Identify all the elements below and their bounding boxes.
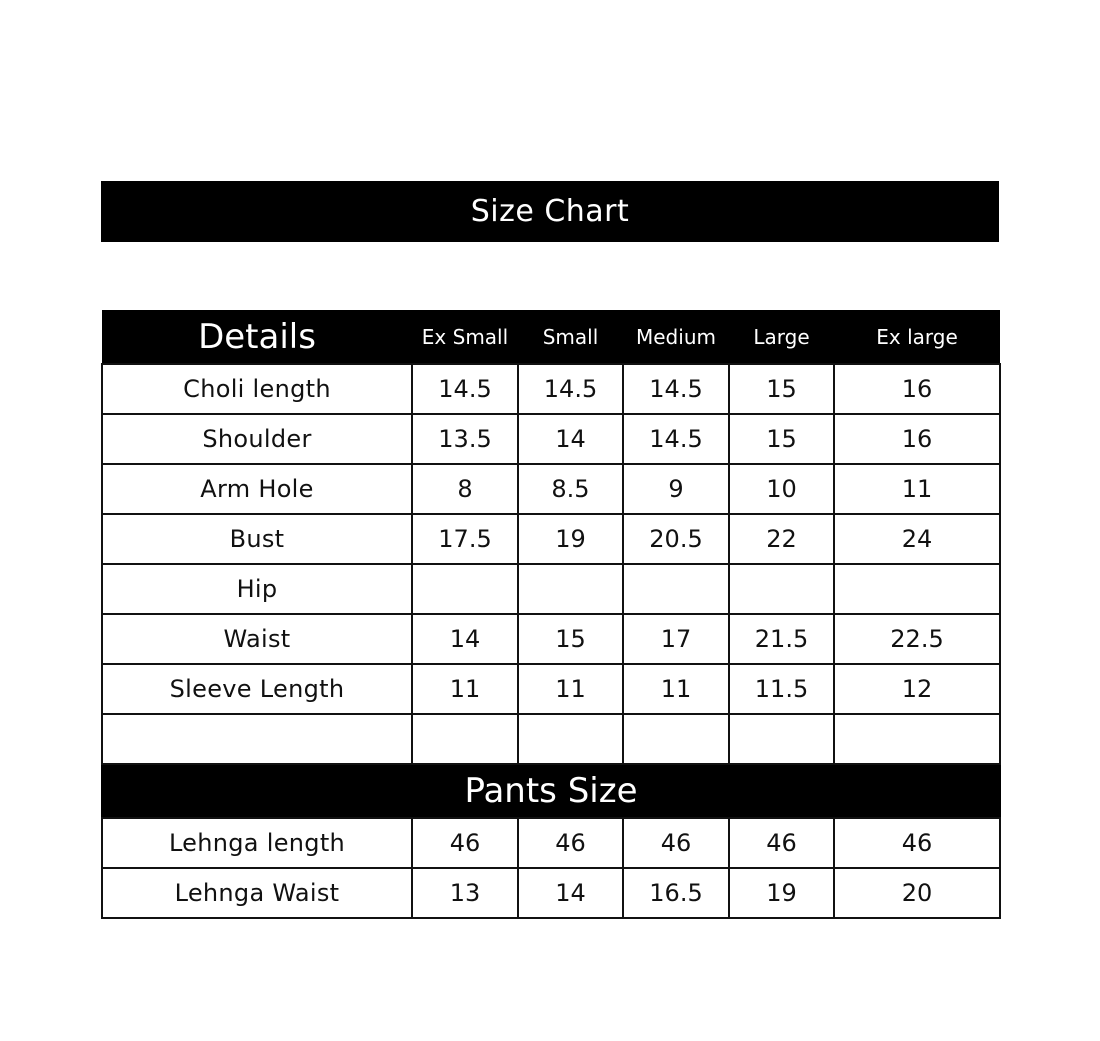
row-label: Hip [102, 564, 412, 614]
table-cell: 46 [623, 818, 729, 868]
table-cell: 13.5 [412, 414, 518, 464]
table-cell [729, 564, 834, 614]
table-cell: 14 [518, 414, 623, 464]
table-cell: 19 [518, 514, 623, 564]
table-cell: 19 [729, 868, 834, 918]
table-row-arm-hole [102, 464, 1000, 514]
row-label: Arm Hole [102, 464, 412, 514]
table-cell [834, 714, 1000, 764]
details-header: Details [102, 310, 412, 364]
row-label: Bust [102, 514, 412, 564]
table-cell: 24 [834, 514, 1000, 564]
table-cell: 20 [834, 868, 1000, 918]
size-chart-table [101, 310, 1001, 919]
table-cell: 17.5 [412, 514, 518, 564]
table-row-sleeve-length [102, 664, 1000, 714]
table-cell: 12 [834, 664, 1000, 714]
size-chart-title: Size Chart [470, 194, 630, 229]
table-cell [623, 564, 729, 614]
table-cell: 22.5 [834, 614, 1000, 664]
table-cell [518, 564, 623, 614]
table-cell: 15 [729, 414, 834, 464]
row-label: Choli length [102, 364, 412, 414]
size-header-large: Large [729, 310, 834, 364]
table-cell: 10 [729, 464, 834, 514]
table-cell: 11.5 [729, 664, 834, 714]
table-row-choli-length [102, 364, 1000, 414]
table-cell: 14 [518, 868, 623, 918]
table-cell: 16 [834, 364, 1000, 414]
table-row-waist [102, 614, 1000, 664]
table-row-shoulder [102, 414, 1000, 464]
table-row-bust [102, 514, 1000, 564]
table-cell: 17 [623, 614, 729, 664]
size-header-small: Small [518, 310, 623, 364]
table-cell: 15 [729, 364, 834, 414]
table-cell: 14.5 [412, 364, 518, 414]
table-cell [412, 714, 518, 764]
table-cell [834, 564, 1000, 614]
table-cell: 16 [834, 414, 1000, 464]
table-cell: 22 [729, 514, 834, 564]
table-cell: 15 [518, 614, 623, 664]
table-cell: 46 [834, 818, 1000, 868]
row-label: Waist [102, 614, 412, 664]
table-cell [729, 714, 834, 764]
size-header-ex-large: Ex large [834, 310, 1000, 364]
table-cell: 16.5 [623, 868, 729, 918]
table-cell [412, 564, 518, 614]
table-cell: 8 [412, 464, 518, 514]
pants-size-section-row [102, 764, 1000, 818]
row-label: Sleeve Length [102, 664, 412, 714]
table-cell: 11 [518, 664, 623, 714]
row-label: Lehnga length [102, 818, 412, 868]
table-cell: 46 [518, 818, 623, 868]
table-cell: 11 [834, 464, 1000, 514]
table-cell: 46 [412, 818, 518, 868]
table-cell: 14.5 [623, 414, 729, 464]
table-row-hip [102, 564, 1000, 614]
table-cell [518, 714, 623, 764]
row-label: Shoulder [102, 414, 412, 464]
table-cell: 8.5 [518, 464, 623, 514]
table-cell: 14 [412, 614, 518, 664]
table-cell: 14.5 [518, 364, 623, 414]
table-cell: 9 [623, 464, 729, 514]
table-cell: 13 [412, 868, 518, 918]
size-chart-title-bar [101, 181, 999, 242]
table-cell: 11 [412, 664, 518, 714]
table-cell: 46 [729, 818, 834, 868]
table-header-row [102, 310, 1000, 364]
size-header-medium: Medium [623, 310, 729, 364]
row-label [102, 714, 412, 764]
table-cell: 11 [623, 664, 729, 714]
table-row-empty [102, 714, 1000, 764]
table-cell [623, 714, 729, 764]
table-row-lehnga-length [102, 818, 1000, 868]
table-cell: 14.5 [623, 364, 729, 414]
table-cell: 21.5 [729, 614, 834, 664]
pants-size-heading: Pants Size [102, 764, 1000, 818]
table-cell: 20.5 [623, 514, 729, 564]
size-header-ex-small: Ex Small [412, 310, 518, 364]
table-row-lehnga-waist [102, 868, 1000, 918]
row-label: Lehnga Waist [102, 868, 412, 918]
